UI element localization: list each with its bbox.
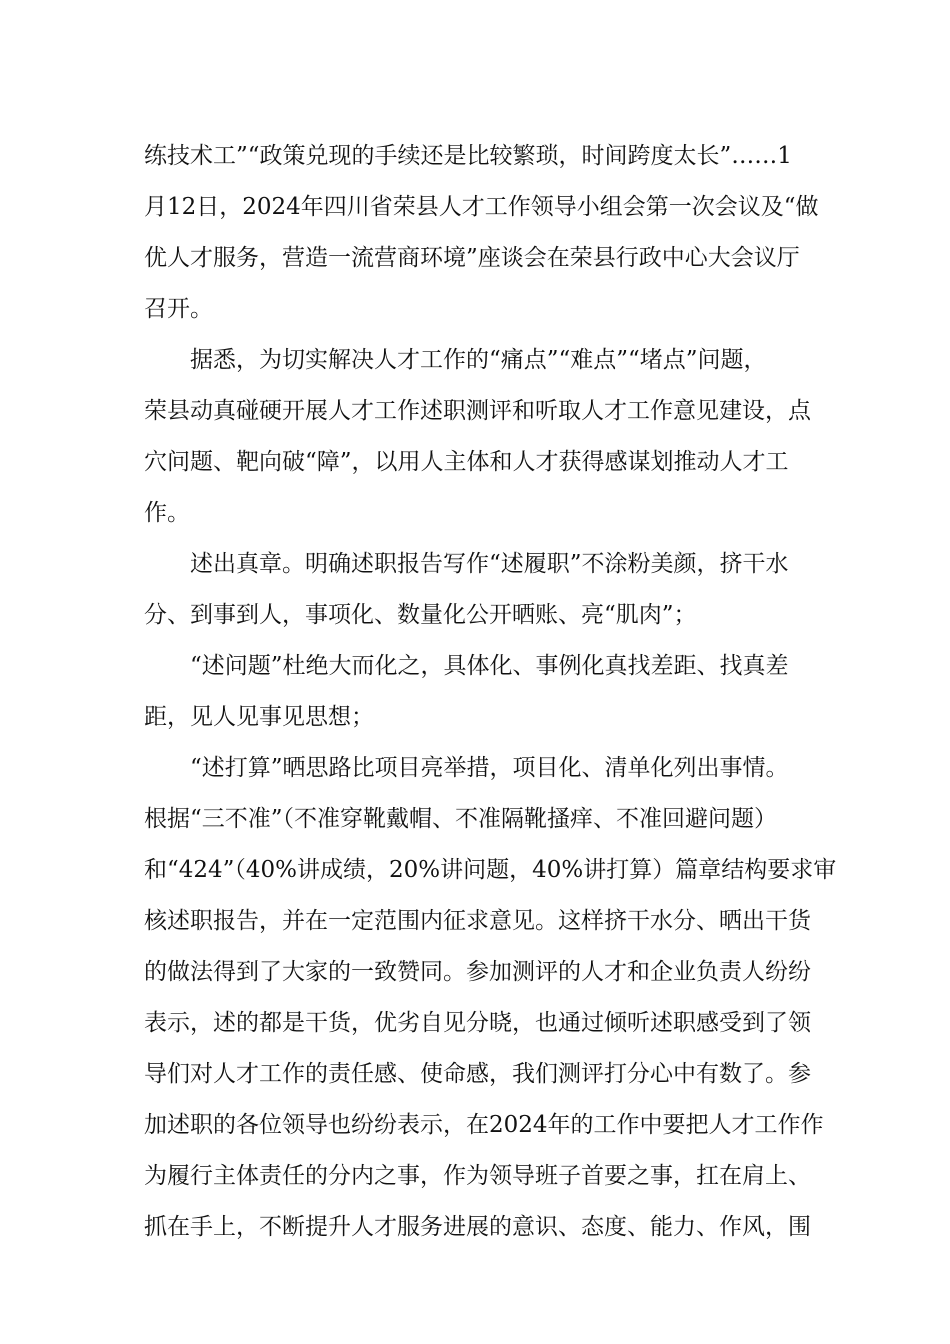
text-line: 据悉，为切实解决人才工作的“痛点”“难点”“堵点”问题， <box>144 347 767 373</box>
text-line: 作。 <box>144 500 190 526</box>
text-line: 抓在手上，不断提升人才服务进展的意识、态度、能力、作风，围 <box>144 1214 811 1240</box>
paragraph-5 <box>144 743 837 1253</box>
text-line: 和“424”（40%讲成绩，20%讲问题，40%讲打算）篇章结构要求审 <box>144 857 837 883</box>
text-line: 加述职的各位领导也纷纷表示，在2024年的工作中要把人才工作作 <box>144 1112 824 1138</box>
text-line: 分、到事到人，事项化、数量化公开晒账、亮“肌肉”； <box>144 602 697 628</box>
text-line: 述出真章。明确述职报告写作“述履职”不涂粉美颜，挤干水 <box>144 551 789 577</box>
document-body <box>144 131 837 1253</box>
text-line: 优人才服务，营造一流营商环境”座谈会在荣县行政中心大会议厅 <box>144 245 800 271</box>
paragraph-4 <box>144 641 816 743</box>
text-line: 导们对人才工作的责任感、使命感，我们测评打分心中有数了。参 <box>144 1061 811 1087</box>
text-line: 荣县动真碰硬开展人才工作述职测评和听取人才工作意见建设，点 <box>144 398 811 424</box>
text-line: “述打算”晒思路比项目亮举措，项目化、清单化列出事情。 <box>144 755 789 781</box>
text-line: 距，见人见事见思想； <box>144 704 374 730</box>
text-line: 核述职报告，并在一定范围内征求意见。这样挤干水分、晒出干货 <box>144 908 811 934</box>
paragraph-1 <box>144 131 819 335</box>
text-line: 穴问题、靶向破“障”，以用人主体和人才获得感谋划推动人才工 <box>144 449 789 475</box>
text-line: 表示，述的都是干货，优劣自见分晓，也通过倾听述职感受到了领 <box>144 1010 811 1036</box>
paragraph-3 <box>144 539 816 641</box>
text-line: 练技术工”“政策兑现的手续还是比较繁琐，时间跨度太长”……1 <box>144 143 792 169</box>
text-line: 根据“三不准”（不准穿靴戴帽、不准隔靴搔痒、不准回避问题） <box>144 806 778 832</box>
paragraph-2 <box>144 335 816 539</box>
text-line: 为履行主体责任的分内之事，作为领导班子首要之事，扛在肩上、 <box>144 1163 811 1189</box>
text-line: “述问题”杜绝大而化之，具体化、事例化真找差距、找真差 <box>144 653 789 679</box>
text-line: 的做法得到了大家的一致赞同。参加测评的人才和企业负责人纷纷 <box>144 959 811 985</box>
text-line: 召开。 <box>144 296 213 322</box>
text-line: 月12日，2024年四川省荣县人才工作领导小组会第一次会议及“做 <box>144 194 819 220</box>
